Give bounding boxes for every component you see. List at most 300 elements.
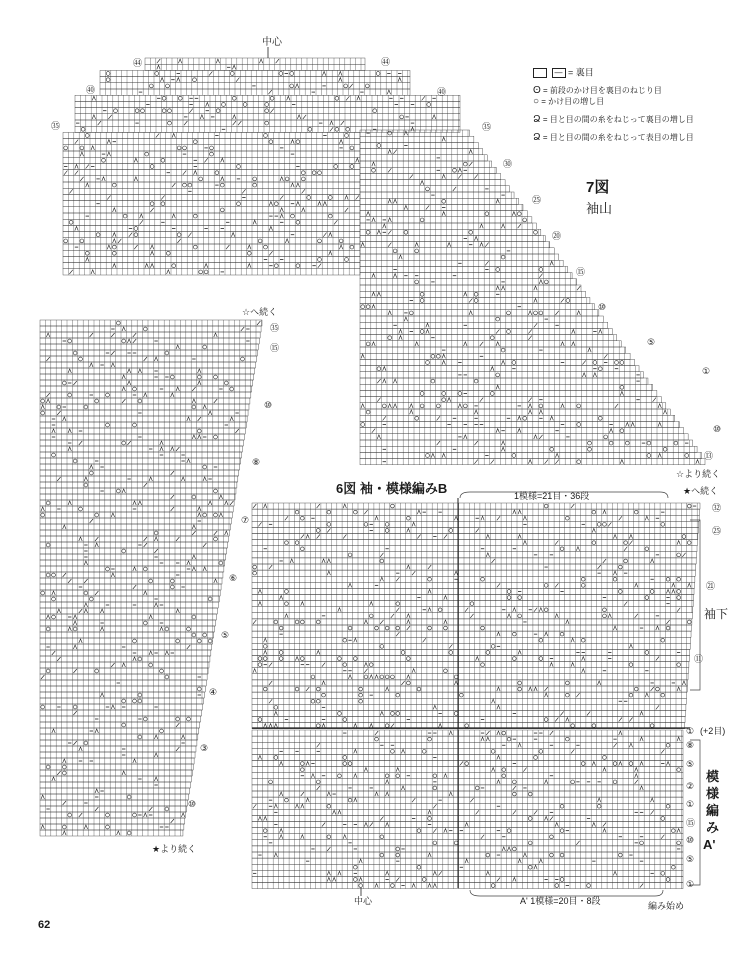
yarn-over-symbol: [155, 72, 159, 76]
decrease-symbol: [140, 214, 143, 218]
fig7-top-row: [75, 114, 460, 120]
yarn-over-symbol: [161, 202, 165, 206]
fig7-top-row: [63, 182, 360, 188]
cross-symbol: [426, 205, 429, 209]
yarn-over-symbol: [274, 202, 278, 206]
decrease-symbol: [372, 218, 375, 222]
yarn-over-symbol: [318, 239, 322, 243]
yarn-over-symbol: [204, 270, 208, 274]
yarn-over-symbol: [427, 103, 431, 107]
cross-symbol: [377, 398, 380, 402]
yarn-over-symbol: [366, 305, 370, 309]
yarn-over-symbol: [102, 158, 106, 162]
decrease-symbol: [410, 410, 413, 414]
cross-symbol: [410, 174, 413, 178]
decrease-symbol: [91, 146, 94, 150]
cross-symbol: [184, 121, 187, 125]
decrease-symbol: [75, 226, 78, 230]
yarn-over-symbol: [474, 292, 478, 296]
fig7-top-row: [63, 256, 360, 262]
decrease-symbol: [512, 212, 515, 216]
decrease-symbol: [75, 164, 78, 168]
yarn-over-symbol: [81, 127, 85, 131]
decrease-symbol: [388, 150, 391, 154]
decrease-symbol: [501, 441, 504, 445]
yarn-over-symbol: [328, 196, 332, 200]
fig7-right-row: [360, 235, 545, 241]
yarn-over-symbol: [372, 168, 376, 172]
yarn-over-symbol: [335, 96, 339, 100]
decrease-symbol: [372, 292, 375, 296]
yarn-over-symbol: [420, 299, 424, 303]
decrease-symbol: [404, 205, 407, 209]
decrease-symbol: [426, 323, 429, 327]
yarn-over-symbol: [85, 134, 89, 138]
yarn-over-symbol: [177, 146, 181, 150]
fig7-right-row: [360, 304, 594, 310]
decrease-symbol: [442, 137, 445, 141]
cross-symbol: [98, 121, 101, 125]
yarn-over-symbol: [339, 239, 343, 243]
cross-symbol: [437, 416, 440, 420]
decrease-symbol: [145, 264, 148, 268]
yarn-over-symbol: [264, 134, 268, 138]
decrease-symbol: [393, 274, 396, 278]
cross-symbol: [156, 133, 159, 137]
yarn-over-symbol: [150, 165, 154, 169]
decrease-symbol: [157, 65, 160, 69]
fig7-right-row: [360, 366, 639, 372]
yarn-over-symbol: [168, 109, 172, 113]
cross-symbol: [129, 233, 132, 237]
decrease-symbol: [609, 429, 612, 433]
decrease-symbol: [415, 342, 418, 346]
cross-symbol: [474, 460, 477, 464]
decrease-symbol: [539, 280, 542, 284]
yarn-over-symbol: [243, 103, 247, 107]
cross-symbol: [422, 96, 425, 100]
cross-symbol: [377, 379, 380, 383]
decrease-symbol: [561, 342, 564, 346]
cross-symbol: [189, 109, 192, 113]
yarn-over-symbol: [64, 239, 68, 243]
decrease-symbol: [658, 404, 661, 408]
fig7-top-row: [63, 238, 360, 244]
decrease-symbol: [501, 224, 504, 228]
yarn-over-symbol: [199, 177, 203, 181]
cross-symbol: [469, 298, 472, 302]
decrease-symbol: [216, 59, 219, 63]
cross-symbol: [653, 398, 656, 402]
yarn-over-symbol: [230, 72, 234, 76]
yarn-over-symbol: [442, 398, 446, 402]
decrease-symbol: [393, 379, 396, 383]
decrease-symbol: [480, 224, 483, 228]
fig7-right-row: [360, 142, 478, 148]
decrease-symbol: [295, 84, 298, 88]
cross-symbol: [75, 171, 78, 175]
fig7-right-row: [360, 198, 519, 204]
decrease-symbol: [269, 226, 272, 230]
yarn-over-symbol: [193, 140, 197, 144]
decrease-symbol: [323, 202, 326, 206]
cross-symbol: [226, 245, 229, 249]
decrease-symbol: [160, 78, 163, 82]
yarn-over-symbol: [512, 361, 516, 365]
fig7-right-row: [360, 273, 572, 279]
cross-symbol: [280, 195, 283, 199]
yarn-over-symbol: [265, 121, 269, 125]
yarn-over-symbol: [539, 404, 543, 408]
cross-symbol: [75, 140, 78, 144]
decrease-symbol: [464, 435, 467, 439]
decrease-symbol: [658, 453, 661, 457]
cross-symbol: [108, 115, 111, 119]
yarn-over-symbol: [296, 264, 300, 268]
decrease-symbol: [518, 429, 521, 433]
yarn-over-symbol: [453, 168, 457, 172]
yarn-over-symbol: [188, 183, 192, 187]
fig7-right-row: [360, 335, 617, 341]
fig7-right-row: [360, 204, 523, 210]
yarn-over-symbol: [318, 258, 322, 262]
yarn-over-symbol: [442, 392, 446, 396]
cross-symbol: [209, 71, 212, 75]
decrease-symbol: [387, 90, 390, 94]
cross-symbol: [496, 329, 499, 333]
yarn-over-symbol: [112, 245, 116, 249]
cross-symbol: [345, 208, 348, 212]
fig7-right-row: [360, 341, 621, 347]
decrease-symbol: [383, 379, 386, 383]
decrease-symbol: [388, 311, 391, 315]
decrease-symbol: [464, 342, 467, 346]
cross-symbol: [86, 164, 89, 168]
fig7-top-row: [75, 108, 460, 114]
fig7-top-row: [75, 101, 460, 107]
cross-symbol: [393, 150, 396, 154]
fig7-right-row: [360, 459, 705, 465]
cross-symbol: [238, 121, 241, 125]
decrease-symbol: [280, 208, 283, 212]
yarn-over-symbol: [112, 183, 116, 187]
decrease-symbol: [329, 251, 332, 255]
cross-symbol: [474, 441, 477, 445]
fig7-right-row: [360, 223, 536, 229]
fig7-right-row: [360, 446, 697, 452]
yarn-over-symbol: [215, 171, 219, 175]
yarn-over-symbol: [210, 146, 214, 150]
yarn-over-symbol: [210, 152, 214, 156]
cross-symbol: [561, 298, 564, 302]
yarn-over-symbol: [382, 404, 386, 408]
yarn-over-symbol: [426, 361, 430, 365]
yarn-over-symbol: [237, 165, 241, 169]
decrease-symbol: [599, 329, 602, 333]
decrease-symbol: [501, 360, 504, 364]
yarn-over-symbol: [301, 177, 305, 181]
yarn-over-symbol: [135, 109, 139, 113]
decrease-symbol: [297, 115, 300, 119]
yarn-over-symbol: [577, 423, 581, 427]
cross-symbol: [69, 270, 72, 274]
decrease-symbol: [577, 311, 580, 315]
decrease-symbol: [572, 342, 575, 346]
decrease-symbol: [474, 236, 477, 240]
yarn-over-symbol: [335, 127, 339, 131]
decrease-symbol: [496, 385, 499, 389]
decrease-symbol: [248, 264, 251, 268]
decrease-symbol: [626, 422, 629, 426]
yarn-over-symbol: [296, 220, 300, 224]
decrease-symbol: [377, 230, 380, 234]
yarn-over-symbol: [577, 404, 581, 408]
decrease-symbol: [572, 329, 575, 333]
decrease-symbol: [291, 183, 294, 187]
fig7-top-row: [75, 126, 460, 132]
cross-symbol: [453, 187, 456, 191]
cross-symbol: [318, 264, 321, 268]
cross-symbol: [388, 168, 391, 172]
yarn-over-symbol: [377, 144, 381, 148]
fig7-right-row: [360, 149, 483, 155]
decrease-symbol: [194, 171, 197, 175]
yarn-over-symbol: [220, 183, 224, 187]
decrease-symbol: [134, 177, 137, 181]
yarn-over-symbol: [436, 354, 440, 358]
decrease-symbol: [302, 208, 305, 212]
decrease-symbol: [593, 373, 596, 377]
yarn-over-symbol: [85, 251, 89, 255]
decrease-symbol: [361, 404, 364, 408]
decrease-symbol: [287, 96, 290, 100]
decrease-symbol: [442, 354, 445, 358]
decrease-symbol: [285, 239, 288, 243]
decrease-symbol: [150, 245, 153, 249]
decrease-symbol: [221, 158, 224, 162]
decrease-symbol: [92, 96, 95, 100]
yarn-over-symbol: [365, 84, 369, 88]
fig7-right-row: [360, 254, 559, 260]
yarn-over-symbol: [420, 292, 424, 296]
cross-symbol: [204, 158, 207, 162]
decrease-symbol: [113, 233, 116, 237]
cross-symbol: [555, 311, 558, 315]
cross-symbol: [161, 195, 164, 199]
decrease-symbol: [496, 286, 499, 290]
decrease-symbol: [372, 162, 375, 166]
yarn-over-symbol: [193, 245, 197, 249]
cross-symbol: [437, 441, 440, 445]
yarn-over-symbol: [150, 202, 154, 206]
cross-symbol: [242, 189, 245, 193]
fig7-right-row: [360, 434, 688, 440]
decrease-symbol: [442, 453, 445, 457]
cross-symbol: [64, 171, 67, 175]
decrease-symbol: [388, 404, 391, 408]
decrease-symbol: [206, 102, 209, 106]
yarn-over-symbol: [426, 187, 430, 191]
decrease-symbol: [231, 233, 234, 237]
yarn-over-symbol: [134, 233, 138, 237]
yarn-over-symbol: [247, 251, 251, 255]
yarn-over-symbol: [114, 109, 118, 113]
yarn-over-symbol: [577, 460, 581, 464]
yarn-over-symbol: [458, 392, 462, 396]
yarn-over-symbol: [344, 84, 348, 88]
cross-symbol: [582, 360, 585, 364]
yarn-over-symbol: [312, 171, 316, 175]
decrease-symbol: [501, 286, 504, 290]
cross-symbol: [539, 274, 542, 278]
yarn-over-symbol: [436, 404, 440, 408]
yarn-over-symbol: [307, 196, 311, 200]
cross-symbol: [615, 404, 618, 408]
yarn-over-symbol: [290, 84, 294, 88]
decrease-symbol: [361, 243, 364, 247]
yarn-over-symbol: [400, 115, 404, 119]
decrease-symbol: [631, 422, 634, 426]
yarn-over-symbol: [593, 361, 597, 365]
fig7-top-row: [63, 194, 360, 200]
yarn-over-symbol: [507, 311, 511, 315]
yarn-over-symbol: [609, 441, 613, 445]
decrease-symbol: [178, 59, 181, 63]
decrease-symbol: [469, 311, 472, 315]
cross-symbol: [330, 127, 333, 131]
yarn-over-symbol: [168, 121, 172, 125]
yarn-over-symbol: [134, 227, 138, 231]
yarn-over-symbol: [490, 392, 494, 396]
cross-symbol: [545, 460, 548, 464]
cross-symbol: [233, 121, 236, 125]
yarn-over-symbol: [345, 258, 349, 262]
fig7-top-row: [63, 244, 360, 250]
decrease-symbol: [398, 78, 401, 82]
yarn-over-symbol: [598, 367, 602, 371]
yarn-over-symbol: [409, 311, 413, 315]
cross-symbol: [236, 78, 239, 82]
yarn-over-symbol: [161, 158, 165, 162]
yarn-over-symbol: [64, 146, 68, 150]
fig7-top-row: [63, 188, 360, 194]
decrease-symbol: [383, 367, 386, 371]
yarn-over-symbol: [166, 84, 170, 88]
decrease-symbol: [469, 150, 472, 154]
cross-symbol: [69, 189, 72, 193]
cross-symbol: [157, 59, 160, 63]
decrease-symbol: [357, 96, 360, 100]
yarn-over-symbol: [178, 96, 182, 100]
decrease-symbol: [172, 133, 175, 137]
yarn-over-symbol: [588, 441, 592, 445]
fig7-top-row: [63, 170, 360, 176]
decrease-symbol: [458, 404, 461, 408]
yarn-over-symbol: [328, 214, 332, 218]
cross-symbol: [134, 245, 137, 249]
decrease-symbol: [388, 199, 391, 203]
cross-symbol: [528, 329, 531, 333]
yarn-over-symbol: [474, 379, 478, 383]
yarn-over-symbol: [604, 435, 608, 439]
yarn-over-symbol: [625, 441, 629, 445]
decrease-symbol: [588, 348, 591, 352]
yarn-over-symbol: [80, 239, 84, 243]
yarn-over-symbol: [485, 212, 489, 216]
yarn-over-symbol: [544, 280, 548, 284]
yarn-over-symbol: [376, 72, 380, 76]
decrease-symbol: [663, 410, 666, 414]
yarn-over-symbol: [285, 177, 289, 181]
decrease-symbol: [420, 181, 423, 185]
yarn-over-symbol: [490, 336, 494, 340]
fig7-right-row: [360, 421, 679, 427]
decrease-symbol: [383, 224, 386, 228]
decrease-symbol: [696, 460, 699, 464]
yarn-over-symbol: [141, 109, 145, 113]
yarn-over-symbol: [501, 255, 505, 259]
yarn-over-symbol: [162, 109, 166, 113]
yarn-over-symbol: [512, 454, 516, 458]
yarn-over-symbol: [377, 367, 381, 371]
yarn-over-symbol: [220, 208, 224, 212]
decrease-symbol: [372, 342, 375, 346]
fig7-right-row: [360, 167, 496, 173]
decrease-symbol: [442, 174, 445, 178]
cross-symbol: [372, 429, 375, 433]
fig7-top-row: [100, 70, 410, 76]
fig7-top-row: [63, 139, 360, 145]
yarn-over-symbol: [420, 330, 424, 334]
decrease-symbol: [134, 158, 137, 162]
decrease-symbol: [550, 416, 553, 420]
cross-symbol: [485, 261, 488, 265]
decrease-symbol: [113, 239, 116, 243]
yarn-over-symbol: [222, 103, 226, 107]
fig7-top-row: [63, 269, 360, 275]
yarn-over-symbol: [253, 177, 257, 181]
decrease-symbol: [372, 274, 375, 278]
decrease-symbol: [496, 199, 499, 203]
decrease-symbol: [399, 336, 402, 340]
decrease-symbol: [442, 360, 445, 364]
decrease-symbol: [496, 429, 499, 433]
yarn-over-symbol: [523, 218, 527, 222]
decrease-symbol: [555, 453, 558, 457]
fig7-right-row: [360, 266, 568, 272]
fig7-right-row: [360, 316, 603, 322]
yarn-over-symbol: [149, 84, 153, 88]
yarn-over-symbol: [265, 103, 269, 107]
decrease-symbol: [534, 298, 537, 302]
yarn-over-symbol: [253, 183, 257, 187]
yarn-over-symbol: [373, 109, 377, 113]
yarn-over-symbol: [469, 230, 473, 234]
decrease-symbol: [330, 121, 333, 125]
decrease-symbol: [291, 140, 294, 144]
yarn-over-symbol: [199, 270, 203, 274]
decrease-symbol: [528, 311, 531, 315]
decrease-symbol: [86, 183, 89, 187]
yarn-over-symbol: [172, 264, 176, 268]
cross-symbol: [388, 243, 391, 247]
decrease-symbol: [620, 460, 623, 464]
yarn-over-symbol: [162, 96, 166, 100]
yarn-over-symbol: [123, 214, 127, 218]
decrease-symbol: [167, 270, 170, 274]
decrease-symbol: [496, 342, 499, 346]
yarn-over-symbol: [308, 127, 312, 131]
